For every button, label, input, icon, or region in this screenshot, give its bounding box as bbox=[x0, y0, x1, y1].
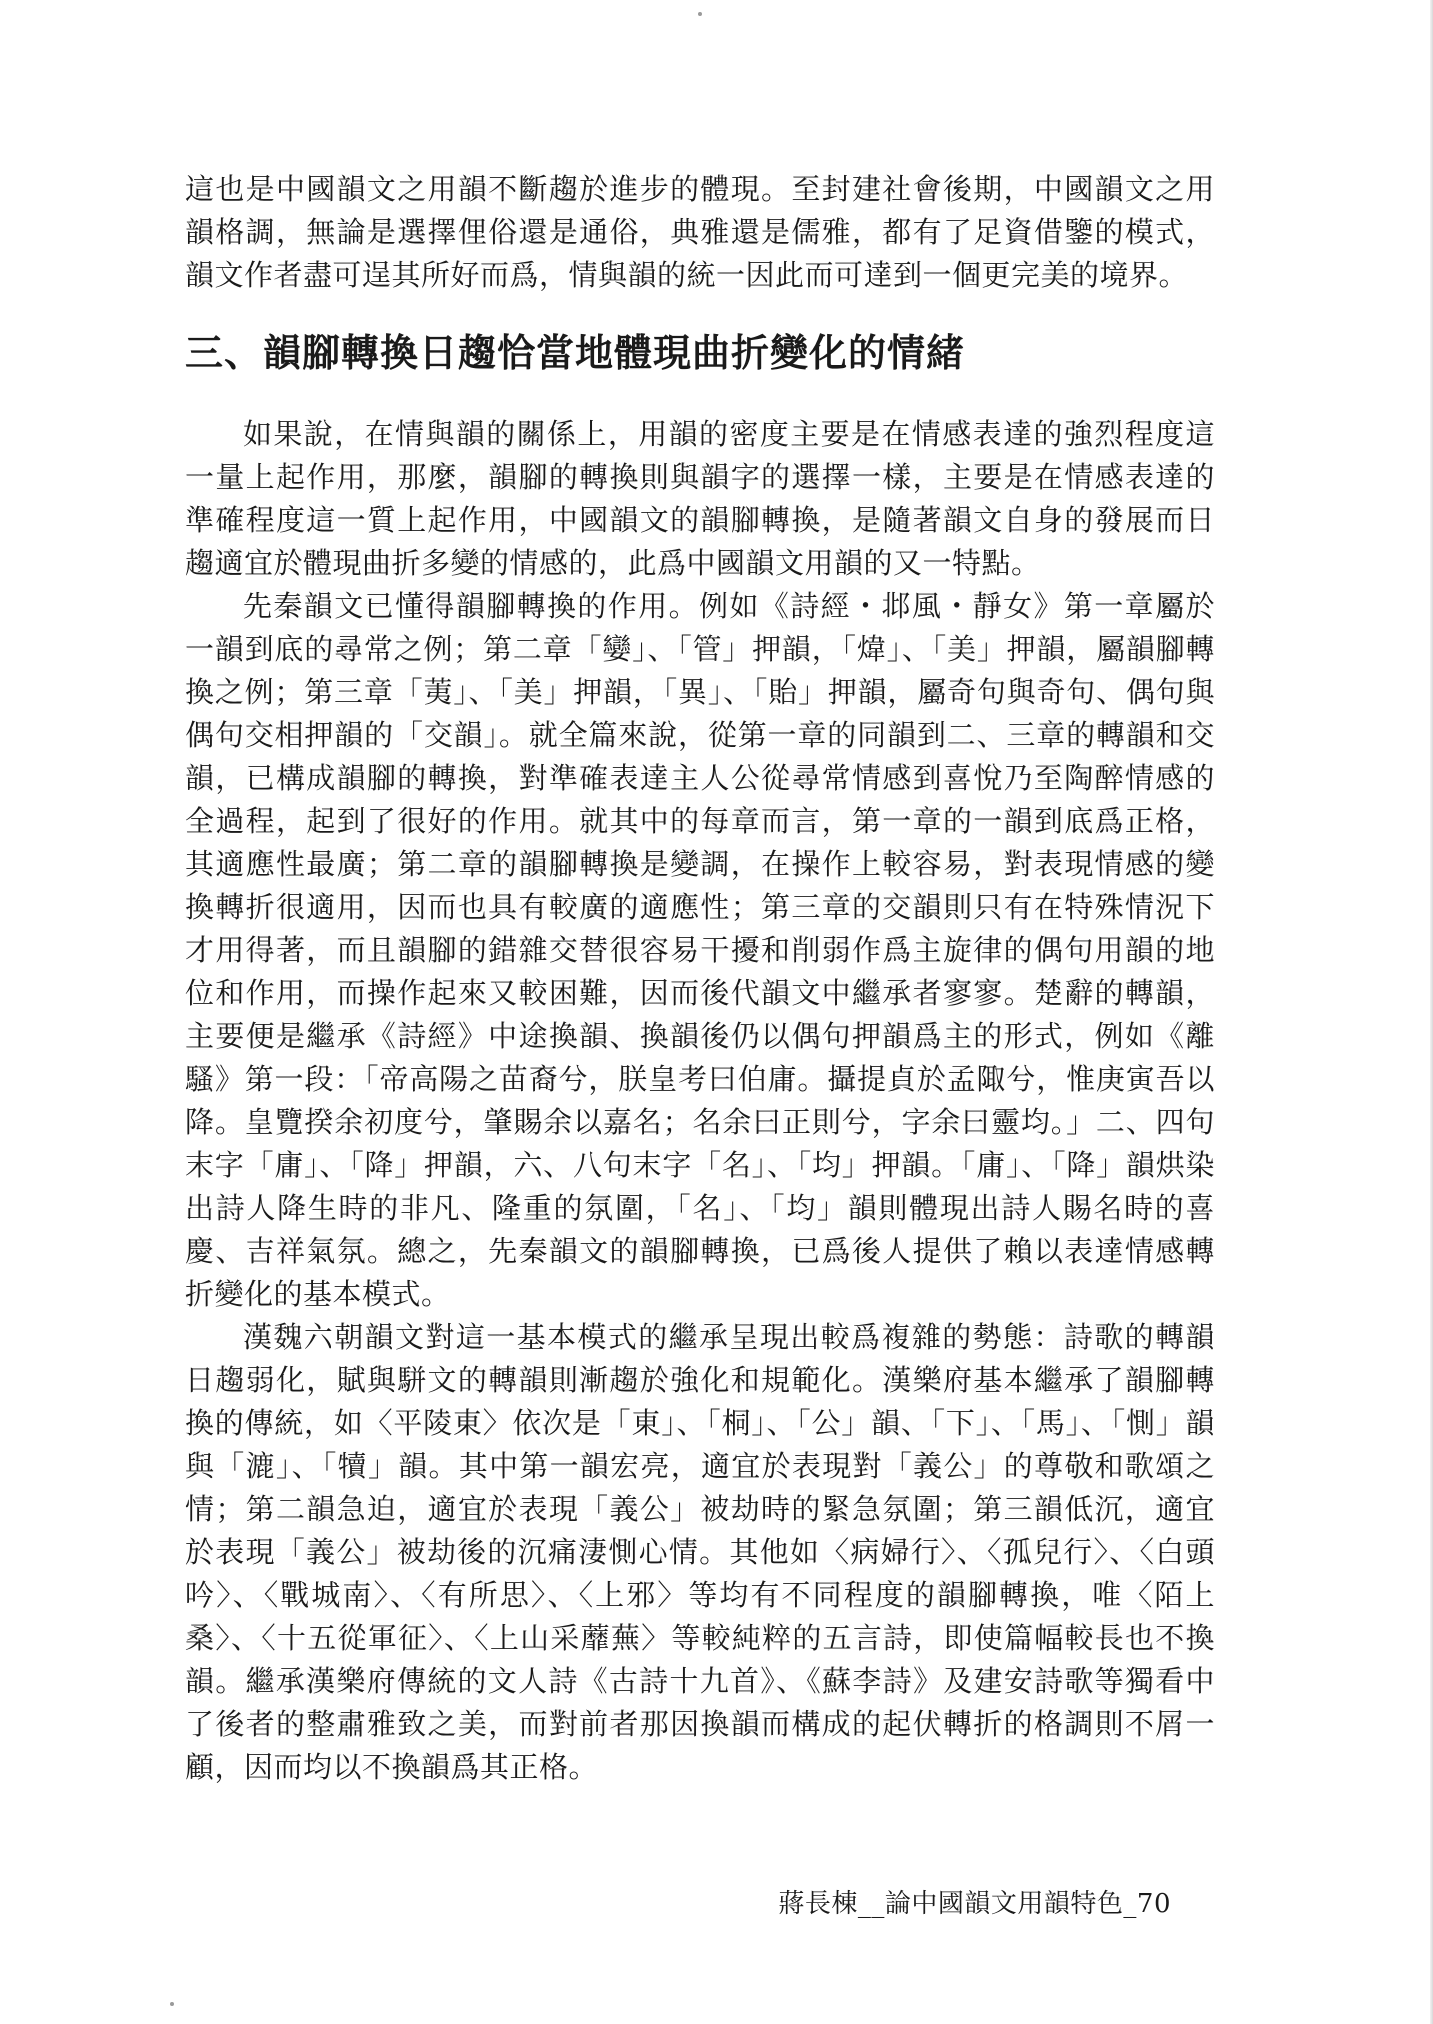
section-paragraph-2: 先秦韻文已懂得韻腳轉換的作用。例如《詩經・邶風・靜女》第一章屬於一韻到底的尋常之例；第二章「孌」、「管」押韻，「煒」、「美」押韻，屬韻腳轉換之例；第三章「荑」、「美」押韻，「異」、「貽」押韻，屬奇句與奇句、偶句與偶句交相押韻的「交韻」。就全篇來說，從第一章的同韻到二、三章的轉韻和交韻，已構成韻腳的轉換，對準確表達主人公從尋常情感到喜悅乃至陶醉情感的全過程，起到了很好的作用。就其中的每章而言，第一章的一韻到底爲正格，其適應性最廣；第二章的韻腳轉換是變調，在操作上較容易，對表現情感的變換轉折很適用，因而也具有較廣的適應性；第三章的交韻則只有在特殊情況下才用得著，而且韻腳的錯雜交替很容易干擾和削弱作爲主旋律的偶句用韻的地位和作用，而操作起來又較困難，因而後代韻文中繼承者寥寥。楚辭的轉韻，主要便是繼承《詩經》中途換韻、換韻後仍以偶句押韻爲主的形式，例如《離騷》第一段：「帝高陽之苗裔兮，朕皇考曰伯庸。攝提貞於孟陬兮，惟庚寅吾以降。皇覽揆余初度兮，肇賜余以嘉名；名余曰正則兮，字余曰靈均。」二、四句末字「庸」、「降」押韻，六、八句末字「名」、「均」押韻。「庸」、「降」韻烘染出詩人降生時的非凡、隆重的氛圍，「名」、「均」韻則體現出詩人賜名時的喜慶、吉祥氣氛。總之，先秦韻文的韻腳轉換，已爲後人提供了賴以表達情感轉折變化的基本模式。 bbox=[185, 589, 1215, 1311]
scan-speck bbox=[698, 12, 702, 16]
section-paragraph-1: 如果說，在情與韻的關係上，用韻的密度主要是在情感表達的強烈程度這一量上起作用，那麼，韻腳的轉換則與韻字的選擇一樣，主要是在情感表達的準確程度這一質上起作用，中國韻文的韻腳轉換，是隨著韻文自身的發展而日趨適宜於體現曲折多變的情感的，此爲中國韻文用韻的又一特點。 bbox=[185, 417, 1215, 580]
page-body bbox=[185, 168, 1215, 1789]
running-footer: 蔣長棟__論中國韻文用韻特色_70 bbox=[778, 1889, 1171, 1919]
paragraph-continued: 這也是中國韻文之用韻不斷趨於進步的體現。至封建社會後期，中國韻文之用韻格調，無論是選擇俚俗還是通俗，典雅還是儒雅，都有了足資借鑒的模式，韻文作者盡可逞其所好而爲，情與韻的統一因此而可達到一個更完美的境界。 bbox=[185, 172, 1215, 292]
scan-speck bbox=[170, 2002, 174, 2006]
section-heading: 三、韻腳轉換日趨恰當地體現曲折變化的情緒 bbox=[185, 331, 966, 375]
section-paragraph-3: 漢魏六朝韻文對這一基本模式的繼承呈現出較爲複雜的勢態：詩歌的轉韻日趨弱化，賦與駢文的轉韻則漸趨於強化和規範化。漢樂府基本繼承了韻腳轉換的傳統，如〈平陵東〉依次是「東」、「桐」、「公」韻、「下」、「馬」、「惻」韻與「漉」、「犢」韻。其中第一韻宏亮，適宜於表現對「義公」的尊敬和歌頌之情；第二韻急迫，適宜於表現「義公」被劫時的緊急氛圍；第三韻低沉，適宜於表現「義公」被劫後的沉痛淒惻心情。其他如〈病婦行〉、〈孤兒行〉、〈白頭吟〉、〈戰城南〉、〈有所思〉、〈上邪〉等均有不同程度的韻腳轉換，唯〈陌上桑〉、〈十五從軍征〉、〈上山采蘼蕪〉等較純粹的五言詩，即使篇幅較長也不換韻。繼承漢樂府傳統的文人詩《古詩十九首》、《蘇李詩》及建安詩歌等獨看中了後者的整肅雅致之美，而對前者那因換韻而構成的起伏轉折的格調則不屑一顧，因而均以不換韻爲其正格。 bbox=[185, 1320, 1215, 1784]
